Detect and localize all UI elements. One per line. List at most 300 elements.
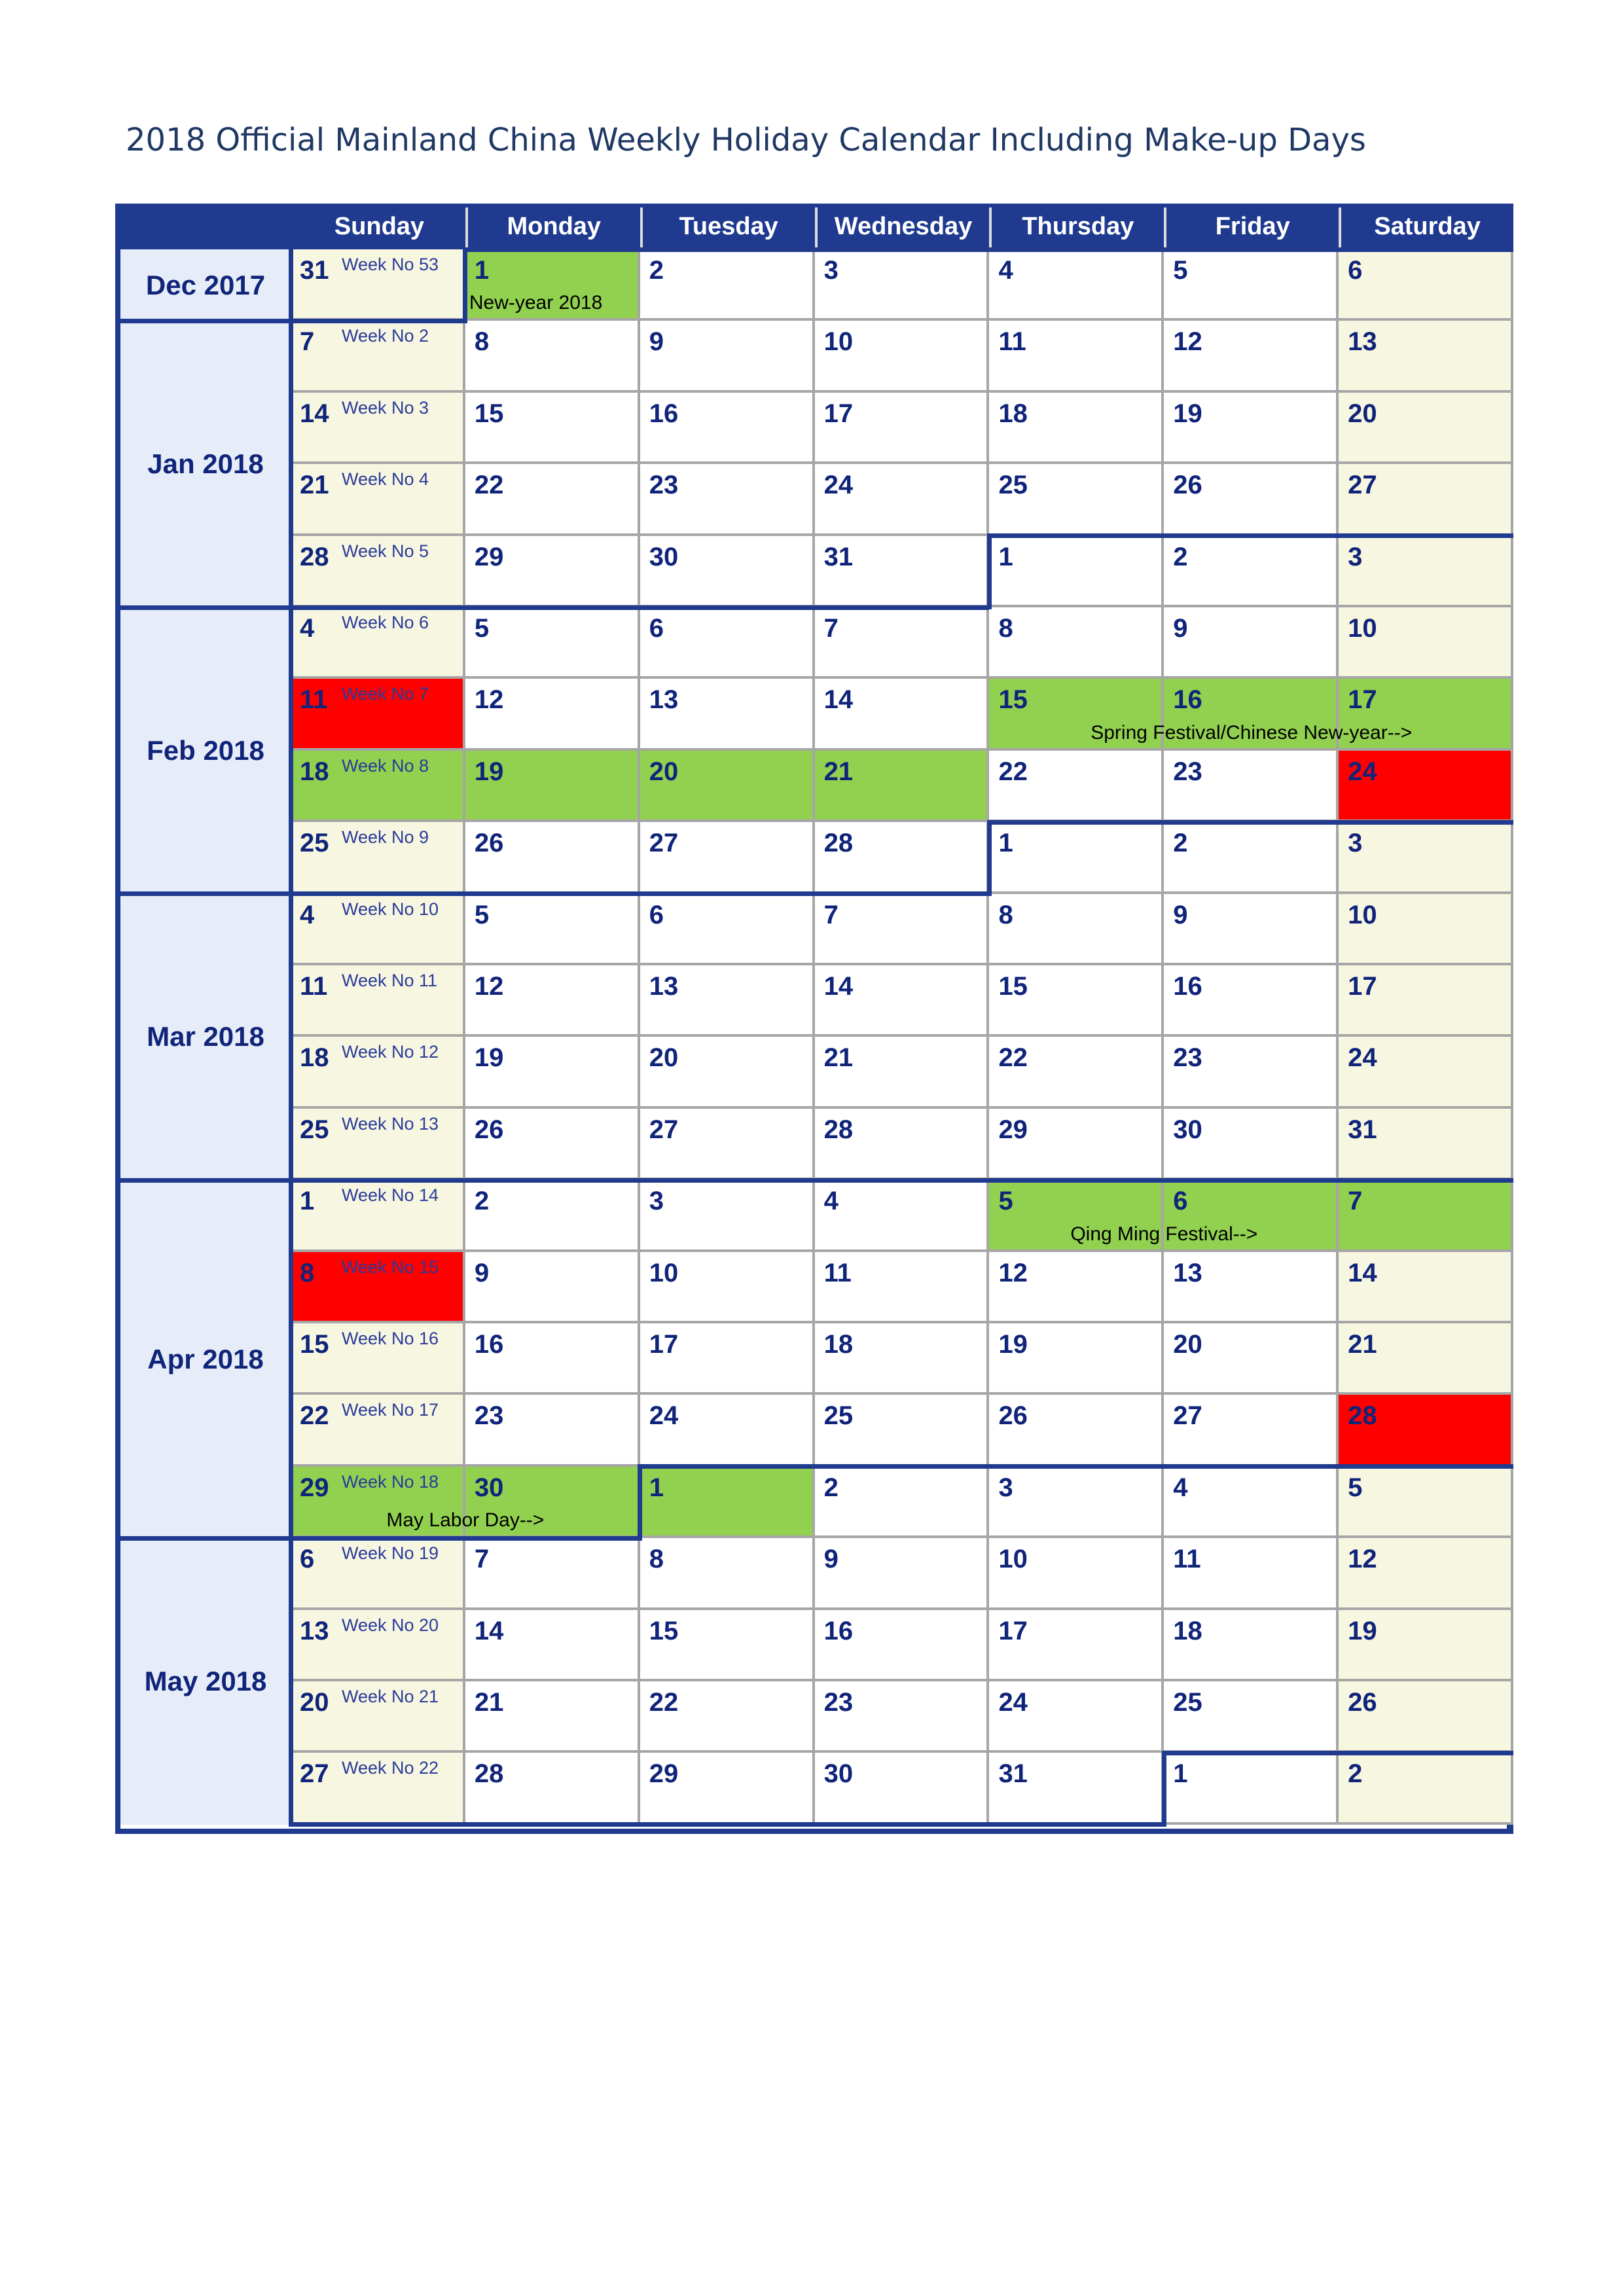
day-number: 15 [300,1330,329,1359]
day-cell[interactable] [465,1180,640,1251]
day-number: 7 [300,327,315,357]
day-cell[interactable] [640,1610,815,1681]
day-cell[interactable] [815,249,990,321]
day-number: 20 [649,1043,679,1073]
day-cell[interactable] [989,1252,1164,1323]
day-number: 27 [1173,1401,1202,1431]
month-boundary-line [291,319,465,323]
day-cell[interactable] [291,1109,465,1180]
day-number: 12 [474,972,504,1001]
week-number-label: Week No 19 [342,1543,439,1564]
day-number: 19 [998,1330,1028,1359]
day-cell[interactable] [1339,393,1513,464]
day-cell[interactable] [465,1681,640,1753]
day-number: 13 [649,685,679,715]
day-number: 31 [300,256,329,285]
day-number: 26 [1348,1688,1377,1717]
month-boundary-line [291,891,989,896]
day-cell[interactable] [640,536,815,607]
day-cell[interactable] [815,393,990,464]
day-cell[interactable] [1339,1681,1513,1753]
day-cell[interactable] [989,607,1164,679]
day-cell[interactable] [291,393,465,464]
day-cell[interactable] [291,679,465,750]
day-cell[interactable] [1339,1252,1513,1323]
day-cell[interactable] [815,321,990,392]
day-number: 27 [649,1115,679,1144]
day-number: 29 [300,1473,329,1502]
day-cell[interactable] [1339,751,1513,822]
day-number: 18 [823,1330,854,1359]
day-cell[interactable] [640,822,815,893]
day-cell[interactable] [465,1252,640,1323]
day-cell[interactable] [1164,1610,1339,1681]
day-cell[interactable] [291,1753,465,1824]
day-cell[interactable] [1164,1109,1339,1180]
day-number: 2 [1173,829,1188,858]
day-cell[interactable] [1164,249,1339,321]
day-cell[interactable] [989,1681,1164,1753]
month-boundary-line [1164,1751,1513,1755]
day-cell[interactable] [815,965,990,1037]
day-number: 17 [823,399,854,428]
holiday-note: Qing Ming Festival--> [1070,1223,1258,1245]
day-number: 13 [1173,1258,1202,1287]
day-cell[interactable] [1339,1753,1513,1824]
day-cell[interactable] [989,1753,1164,1824]
day-number: 27 [300,1759,329,1789]
week-number-label: Week No 13 [342,1113,439,1134]
day-cell[interactable] [1339,1538,1513,1609]
day-cell[interactable] [815,536,990,607]
day-number: 28 [474,1759,504,1789]
day-number: 4 [300,614,315,643]
day-cell[interactable] [815,894,990,965]
day-cell[interactable] [1164,1467,1339,1538]
day-number: 23 [823,1688,854,1717]
day-cell[interactable] [465,1037,640,1108]
day-number: 6 [300,1545,315,1574]
day-cell[interactable] [989,1109,1164,1180]
day-cell[interactable] [815,1037,990,1108]
day-number: 19 [1173,399,1202,428]
day-number: 13 [300,1616,329,1645]
day-cell[interactable] [291,894,465,965]
day-cell[interactable] [989,536,1164,607]
day-number: 3 [649,1187,664,1216]
day-number: 5 [1173,256,1188,285]
week-number-label: Week No 3 [342,397,429,418]
day-number: 6 [1173,1187,1188,1216]
weekday-header-saturday: Saturday [1339,207,1513,249]
day-cell[interactable] [1164,822,1339,893]
month-label: Dec 2017 [120,249,291,321]
day-number: 8 [300,1258,315,1287]
day-cell[interactable] [1339,1037,1513,1108]
day-number: 26 [1173,471,1202,500]
day-number: 17 [1348,972,1377,1001]
day-cell[interactable] [465,751,640,822]
day-cell[interactable] [815,1323,990,1395]
day-number: 23 [1173,1043,1202,1073]
day-cell[interactable] [1164,1681,1339,1753]
day-cell[interactable] [465,321,640,392]
day-number: 22 [998,757,1028,786]
week-number-label: Week No 8 [342,755,429,776]
day-cell[interactable] [465,536,640,607]
day-number: 4 [300,900,315,929]
day-cell[interactable] [1339,1610,1513,1681]
week-number-label: Week No 2 [342,326,429,346]
day-number: 28 [823,829,854,858]
week-number-label: Week No 21 [342,1687,439,1706]
day-number: 18 [300,1043,329,1073]
day-number: 14 [474,1616,504,1645]
weekday-header-tuesday: Tuesday [640,207,815,249]
day-number: 12 [1173,327,1202,357]
day-cell[interactable] [640,1681,815,1753]
holiday-note: Spring Festival/Chinese New-year--> [1091,721,1413,744]
day-cell[interactable] [640,607,815,679]
day-cell[interactable] [465,1323,640,1395]
day-number: 20 [1348,399,1377,428]
week-number-label: Week No 9 [342,827,429,848]
day-cell[interactable] [640,249,815,321]
month-boundary-line [638,1464,642,1540]
day-cell[interactable] [815,1753,990,1824]
day-cell[interactable] [815,464,990,535]
day-cell[interactable] [1164,1395,1339,1466]
day-number: 11 [998,327,1026,357]
day-cell[interactable] [291,1037,465,1108]
day-number: 1 [1173,1759,1188,1789]
day-cell[interactable] [640,321,815,392]
day-number: 23 [649,471,679,500]
day-cell[interactable] [291,1323,465,1395]
day-cell[interactable] [291,536,465,607]
day-cell[interactable] [465,894,640,965]
day-cell[interactable] [1339,1395,1513,1466]
day-cell[interactable] [1339,1323,1513,1395]
day-cell[interactable] [815,1252,990,1323]
day-cell[interactable] [1164,1252,1339,1323]
day-number: 1 [300,1187,315,1216]
day-number: 13 [649,972,679,1001]
day-number: 16 [474,1330,504,1359]
day-cell[interactable] [989,894,1164,965]
day-number: 18 [300,757,329,786]
day-cell[interactable] [815,1109,990,1180]
week-number-label: Week No 14 [342,1185,439,1206]
day-cell[interactable] [815,751,990,822]
day-number: 24 [998,1688,1028,1717]
week-number-label: Week No 22 [342,1758,439,1778]
day-cell[interactable] [989,393,1164,464]
month-label: Mar 2018 [120,894,291,1181]
day-cell[interactable] [640,751,815,822]
day-cell[interactable] [1164,464,1339,535]
day-cell[interactable] [291,965,465,1037]
month-boundary-line [291,1536,640,1541]
month-boundary-line [291,605,989,610]
day-cell[interactable] [640,1538,815,1609]
day-cell[interactable] [640,679,815,750]
day-cell[interactable] [640,1037,815,1108]
day-cell[interactable] [640,1323,815,1395]
week-number-label: Week No 4 [342,469,429,490]
day-cell[interactable] [989,1538,1164,1609]
day-cell[interactable] [640,1395,815,1466]
day-cell[interactable] [291,1180,465,1251]
day-cell[interactable] [815,1467,990,1538]
holiday-calendar [115,204,1513,1834]
day-number: 4 [998,256,1013,285]
day-cell[interactable] [465,1538,640,1609]
day-number: 15 [998,972,1028,1001]
day-number: 23 [474,1401,504,1431]
day-cell[interactable] [291,1610,465,1681]
day-number: 4 [823,1187,839,1216]
day-number: 10 [1348,614,1377,643]
month-label: Feb 2018 [120,607,291,894]
day-number: 14 [823,972,854,1001]
day-number: 25 [300,1115,329,1144]
day-number: 4 [1173,1473,1188,1502]
day-cell[interactable] [815,1395,990,1466]
day-number: 20 [1173,1330,1202,1359]
day-number: 26 [998,1401,1028,1431]
day-number: 29 [649,1759,679,1789]
day-cell[interactable] [989,1395,1164,1466]
day-number: 1 [474,256,490,285]
day-number: 8 [474,327,490,357]
day-cell[interactable] [640,965,815,1037]
day-cell[interactable] [465,822,640,893]
day-cell[interactable] [1339,1467,1513,1538]
day-number: 8 [998,900,1013,929]
day-number: 28 [1348,1401,1377,1431]
day-cell[interactable] [291,1395,465,1466]
month-boundary-line [989,820,1513,825]
day-cell[interactable] [291,607,465,679]
week-number-label: Week No 16 [342,1329,439,1348]
month-boundary-line [987,820,992,896]
day-cell[interactable] [640,464,815,535]
day-cell[interactable] [640,894,815,965]
day-number: 10 [1348,900,1377,929]
day-number: 7 [474,1545,490,1574]
day-cell[interactable] [465,1753,640,1824]
day-cell[interactable] [1164,607,1339,679]
day-cell[interactable] [815,1610,990,1681]
month-boundary-line [989,533,1513,538]
day-cell[interactable] [465,965,640,1037]
day-cell[interactable] [1339,321,1513,392]
day-number: 2 [474,1187,490,1216]
day-number: 15 [649,1616,679,1645]
day-cell[interactable] [1164,965,1339,1037]
day-cell[interactable] [640,393,815,464]
day-number: 16 [649,399,679,428]
weekday-header-sunday: Sunday [291,207,465,249]
day-number: 30 [823,1759,854,1789]
day-number: 13 [1348,327,1377,357]
day-number: 11 [823,1258,852,1287]
day-number: 21 [474,1688,504,1717]
day-cell[interactable] [1164,751,1339,822]
day-cell[interactable] [465,1109,640,1180]
day-cell[interactable] [465,393,640,464]
week-number-label: Week No 20 [342,1615,439,1635]
day-number: 22 [300,1401,329,1431]
month-boundary-line [465,247,1513,252]
weekday-header-thursday: Thursday [989,207,1164,249]
day-cell[interactable] [1339,894,1513,965]
day-number: 9 [1173,900,1188,929]
day-number: 20 [649,757,679,786]
day-number: 17 [1348,685,1377,715]
day-cell[interactable] [1339,536,1513,607]
day-cell[interactable] [640,1753,815,1824]
day-cell[interactable] [291,1538,465,1609]
day-cell[interactable] [1164,894,1339,965]
day-cell[interactable] [1164,393,1339,464]
holiday-note: New-year 2018 [469,292,603,314]
day-number: 16 [1173,972,1202,1001]
day-cell[interactable] [291,321,465,392]
month-boundary-line [1162,1751,1166,1827]
day-cell[interactable] [640,1180,815,1251]
month-boundary-line [120,605,291,610]
day-number: 6 [649,900,664,929]
day-number: 21 [823,757,854,786]
weekday-header-monday: Monday [465,207,640,249]
day-cell[interactable] [815,607,990,679]
day-cell[interactable] [291,464,465,535]
day-cell[interactable] [640,1467,815,1538]
day-cell[interactable] [291,822,465,893]
week-number-label: Week No 12 [342,1042,439,1062]
day-number: 2 [649,256,664,285]
day-cell[interactable] [815,1681,990,1753]
day-cell[interactable] [465,1395,640,1466]
day-cell[interactable] [815,679,990,750]
day-cell[interactable] [1339,464,1513,535]
day-number: 9 [1173,614,1188,643]
week-number-label: Week No 11 [342,971,438,990]
day-number: 1 [649,1473,664,1502]
week-number-label: Week No 7 [342,684,429,704]
day-cell[interactable] [1164,1753,1339,1824]
day-cell[interactable] [465,464,640,535]
day-number: 27 [1348,471,1377,500]
day-number: 30 [1173,1115,1202,1144]
day-cell[interactable] [291,1252,465,1323]
day-cell[interactable] [1339,1180,1513,1251]
day-number: 28 [823,1115,854,1144]
day-number: 24 [649,1401,679,1431]
day-number: 10 [823,327,854,357]
day-number: 22 [649,1688,679,1717]
day-number: 1 [998,829,1013,858]
day-number: 11 [1173,1545,1201,1574]
day-cell[interactable] [1339,822,1513,893]
day-cell[interactable] [1339,965,1513,1037]
day-cell[interactable] [989,822,1164,893]
day-cell[interactable] [989,751,1164,822]
day-cell[interactable] [1164,1538,1339,1609]
day-number: 23 [1173,757,1202,786]
week-number-label: Week No 18 [342,1471,439,1492]
day-number: 11 [300,685,328,715]
day-number: 5 [998,1187,1013,1216]
day-cell[interactable] [291,1681,465,1753]
day-cell[interactable] [291,751,465,822]
day-number: 21 [300,471,329,500]
day-cell[interactable] [640,1109,815,1180]
day-cell[interactable] [1339,607,1513,679]
day-number: 15 [998,685,1028,715]
day-cell[interactable] [1339,249,1513,321]
day-cell[interactable] [989,1323,1164,1395]
day-number: 5 [1348,1473,1363,1502]
day-cell[interactable] [815,1180,990,1251]
day-cell[interactable] [465,607,640,679]
day-number: 5 [474,614,490,643]
day-cell[interactable] [291,249,465,321]
day-cell[interactable] [465,1610,640,1681]
day-number: 29 [998,1115,1028,1144]
day-number: 7 [823,614,839,643]
day-cell[interactable] [815,1538,990,1609]
month-label: Apr 2018 [120,1180,291,1538]
day-number: 21 [1348,1330,1377,1359]
day-cell[interactable] [1339,1109,1513,1180]
day-number: 22 [474,471,504,500]
day-cell[interactable] [989,249,1164,321]
day-cell[interactable] [640,1252,815,1323]
day-cell[interactable] [989,1610,1164,1681]
day-cell[interactable] [1164,1323,1339,1395]
day-cell[interactable] [989,321,1164,392]
day-cell[interactable] [989,1467,1164,1538]
day-number: 5 [474,900,490,929]
day-number: 14 [823,685,854,715]
day-number: 30 [474,1473,504,1502]
day-number: 2 [823,1473,839,1502]
month-boundary-line [120,1536,291,1541]
day-number: 25 [300,829,329,858]
day-number: 14 [1348,1258,1377,1287]
day-cell[interactable] [465,679,640,750]
day-cell[interactable] [1164,1037,1339,1108]
day-number: 10 [998,1545,1028,1574]
day-number: 24 [1348,757,1377,786]
week-number-label: Week No 10 [342,899,439,919]
month-boundary-line [120,319,291,323]
day-cell[interactable] [989,1037,1164,1108]
day-cell[interactable] [1164,536,1339,607]
day-cell[interactable] [989,464,1164,535]
day-cell[interactable] [815,822,990,893]
day-cell[interactable] [1164,321,1339,392]
day-number: 25 [998,471,1028,500]
day-number: 10 [649,1258,679,1287]
day-number: 6 [649,614,664,643]
day-number: 29 [474,542,504,571]
day-number: 7 [1348,1187,1363,1216]
day-cell[interactable] [989,965,1164,1037]
